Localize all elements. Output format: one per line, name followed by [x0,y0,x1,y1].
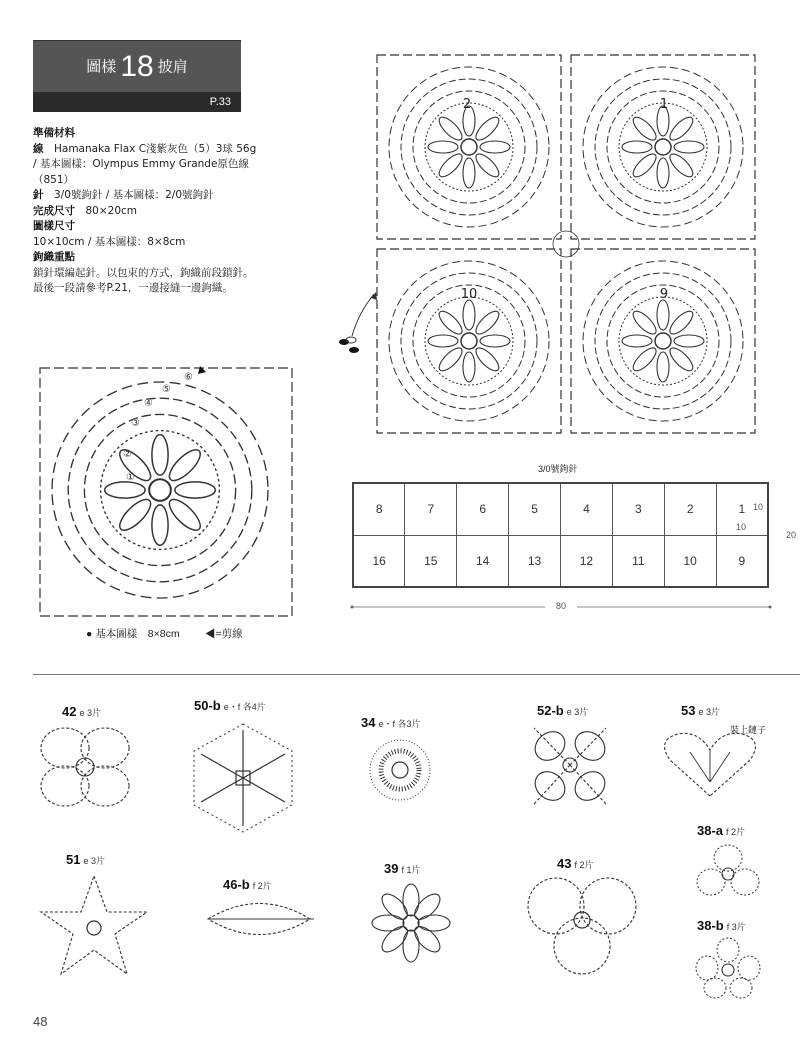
hook-line: 針 3/0號鉤針 / 基本圖樣：2/0號鉤針 [33,189,214,201]
layout-cell: 9 [716,535,768,587]
layout-cell: 5 [509,483,561,535]
row-mark-1: ① [126,472,135,483]
section-divider [33,674,800,675]
title-suffix: 披肩 [157,57,188,76]
row-mark-3: ③ [131,418,140,429]
page-number: 48 [33,1014,48,1029]
row-mark-6: ⑥ [184,372,193,383]
motif-label-34: 34 e・f 各3片 [361,715,421,730]
title-number: 18 [120,49,154,83]
layout-row-bottom [353,535,768,587]
motif-label-39: 39 f 1片 [384,861,421,876]
motif-square-9 [571,249,755,433]
motif-39-flower-icon [368,880,454,966]
row-mark-4: ④ [144,398,153,409]
motif-size-text: 10×10cm / 基本圖樣：8×8cm [33,235,186,248]
cut-arrow-icon [198,366,206,374]
motif-38a-flower-icon [695,842,761,902]
layout-cell: 1 [716,483,768,535]
layout-row-top [353,483,768,535]
chain-note: 裝上鏈子 [730,725,767,735]
layout-cell: 7 [405,483,457,535]
layout-cell: 8 [353,483,405,535]
cell-height-dim: 10 [753,502,764,512]
layout-cell: 10 [664,535,716,587]
motif-34-circle-icon [364,734,436,806]
layout-cell: 11 [612,535,664,587]
motif-number-9: 9 [659,287,669,302]
motif-number-10: 10 [460,287,478,302]
motif-46b-leaf-icon [202,894,320,944]
materials-block [33,126,258,297]
start-marker-icon [334,290,386,362]
pattern-header [33,40,241,112]
layout-cell: 13 [509,535,561,587]
layout-hook-label: 3/0號鉤針 [538,464,578,474]
layout-cell: 12 [561,535,613,587]
layout-cell: 4 [561,483,613,535]
motif-label-50b: 50-b e・f 各4片 [194,698,266,713]
cut-yarn-legend: ◀=剪線 [205,628,243,640]
layout-cell: 16 [353,535,405,587]
motif-label-42: 42 e 3片 [62,704,101,719]
total-height-dim: 20 [786,530,797,540]
title-prefix: 圖樣 [86,57,117,76]
motif-square-1 [571,55,755,239]
layout-cell: 3 [612,483,664,535]
layout-table [352,482,769,588]
page-reference: P.33 [33,92,241,112]
motif-label-46b: 46-b f 2片 [223,877,272,892]
pattern-title [33,40,241,92]
points-heading: 鉤織重點 [33,251,75,263]
motif-51-star-icon [35,870,153,982]
motif-number-1: 1 [659,97,669,112]
layout-cell: 6 [457,483,509,535]
motif-label-51: 51 e 3片 [66,852,105,867]
motif-size-heading: 圖樣尺寸 [33,220,75,232]
motif-label-52b: 52-b e 3片 [537,703,589,718]
join-point-circle [553,231,579,257]
motif-square-2 [377,55,561,239]
motif-label-38b: 38-b f 3片 [697,918,746,933]
cell-width-dim: 10 [736,522,747,532]
motif-43-clover-icon [524,872,640,976]
motif-50b-hexagon-icon [188,720,298,836]
materials-heading: 準備材料 [33,127,75,139]
layout-cell: 15 [405,535,457,587]
motif-38b-flower-icon [695,936,761,1000]
joined-motif-diagram [372,50,762,440]
motif-label-43: 43 f 2片 [557,856,594,871]
motif-53-heart-icon [660,722,760,802]
basic-pattern-caption: ● 基本圖樣 8×8cm [86,628,180,640]
row-mark-5: ⑤ [162,384,171,395]
motif-42-butterfly-icon [35,722,135,812]
layout-cell: 14 [457,535,509,587]
points-text: 鎖針環編起針。以包束的方式，鉤織前段鎖針。最後一段請參考P.21，一邊接縫一邊鉤織。 [33,266,254,294]
motif-label-53: 53 e 3片 [681,703,720,718]
yarn-line: 線 Hamanaka Flax C淺紫灰色（5）3球 56g / 基本圖樣：Olympus Emmy Grande原色線（851） [33,142,257,186]
motif-square-10 [377,249,561,433]
motif-label-38a: 38-a f 2片 [697,823,746,838]
motif-52b-butterfly-icon [524,720,616,810]
total-width-dim: 80 [556,601,567,611]
basic-pattern-diagram [32,362,300,622]
finished-size-line: 完成尺寸 80×20cm [33,204,138,217]
layout-cell: 2 [664,483,716,535]
motif-number-2: 2 [462,97,472,112]
row-mark-2: ② [123,449,132,460]
